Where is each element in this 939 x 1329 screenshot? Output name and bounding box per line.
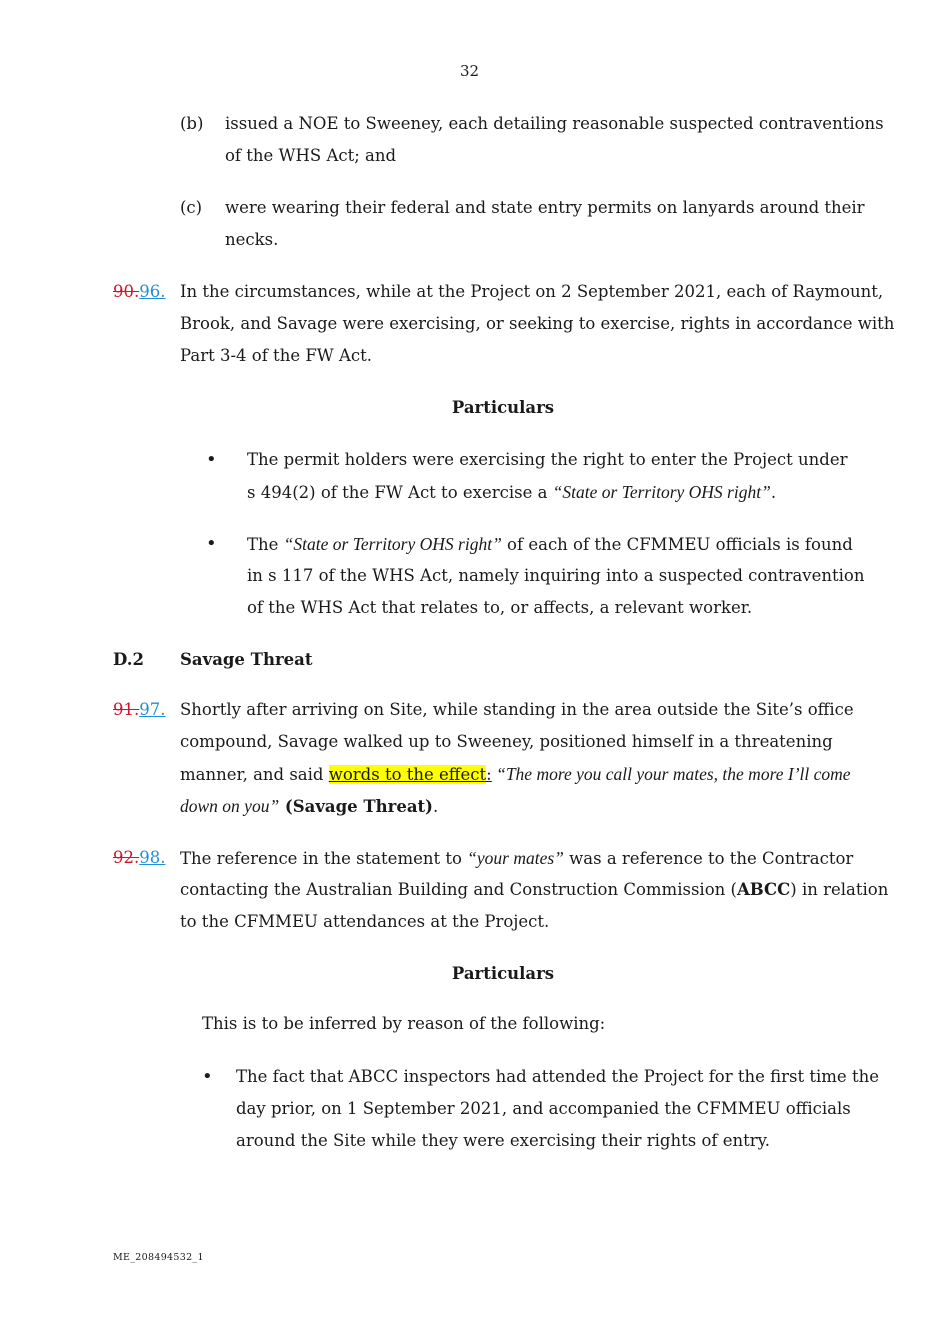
inserted-number: 98. [139, 848, 166, 867]
bullet-1-line2-italic: “State or Territory OHS right” [552, 482, 771, 502]
deleted-number: 90. [113, 282, 140, 301]
bullet-1-line1: The permit holders were exercising the right to enter the Project under [247, 450, 848, 469]
bullet-3-line1: The fact that ABCC inspectors had attended the Project for the first time the [236, 1067, 879, 1086]
bullet-3-line2: day prior, on 1 September 2021, and accompanied the CFMMEU officials [236, 1099, 851, 1118]
deleted-number: 91. [113, 700, 140, 719]
bullet-1-line2 [247, 476, 776, 509]
item-b-label: (b) [180, 114, 204, 133]
section-number: D.2 [113, 650, 144, 669]
particulars-heading-2: Particulars [451, 964, 555, 983]
item-c-label: (c) [180, 198, 203, 217]
bullet-2-line3: of the WHS Act that relates to, or affects, a relevant worker. [247, 598, 753, 617]
item-c-line1: were wearing their federal and state entry permits on lanyards around their [225, 198, 865, 217]
bullet-1-marker: • [206, 449, 217, 470]
para-97-number [113, 694, 184, 726]
deleted-number: 92. [113, 848, 140, 867]
para-96-number [113, 276, 184, 308]
defined-term-abcc: ABCC [736, 880, 791, 899]
para-97-quote-end: down on you” [180, 796, 280, 816]
para-98-quote: “your mates” [467, 848, 564, 868]
para-97-line4-end: . [433, 797, 439, 816]
bullet-3-marker: • [202, 1066, 213, 1087]
bullet-3-line3: around the Site while they were exercising their rights of entry. [236, 1131, 771, 1150]
para-97-line2: compound, Savage walked up to Sweeney, positioned himself in a threatening [180, 732, 833, 751]
section-title: Savage Threat [180, 650, 313, 669]
particulars-heading-1: Particulars [451, 398, 555, 417]
para-98-number [113, 842, 184, 874]
bullet-2-line2: in s 117 of the WHS Act, namely inquiring into a suspected contravention [247, 566, 865, 585]
para-98-line1-text: The reference in the statement to [180, 849, 468, 868]
defined-term: (Savage Threat) [279, 797, 433, 816]
inserted-number: 96. [139, 282, 166, 301]
para-96-line2: Brook, and Savage were exercising, or seeking to exercise, rights in accordance with [180, 314, 895, 333]
item-b-line2: of the WHS Act; and [225, 146, 397, 165]
para-98-line1-end: was a reference to the Contractor [563, 849, 854, 868]
para-97-line4 [180, 790, 438, 823]
bullet-2-line1-end: of each of the CFMMEU officials is found [501, 535, 853, 554]
highlighted-phrase: words to the effect [328, 765, 487, 784]
page-number: 32 [459, 62, 480, 80]
inference-text: This is to be inferred by reason of the following: [202, 1014, 606, 1033]
para-97-line1: Shortly after arriving on Site, while standing in the area outside the Site’s office [180, 700, 854, 719]
para-98-line3: to the CFMMEU attendances at the Project. [180, 912, 550, 931]
para-98-line2 [180, 874, 889, 906]
bullet-2-marker: • [206, 533, 217, 554]
bullet-2-line1-italic: “State or Territory OHS right” [283, 534, 502, 554]
para-97-line3-text: manner, and said [180, 765, 329, 784]
bullet-1-line2-end: . [770, 483, 777, 502]
para-97-colon: : [486, 765, 492, 784]
para-98-line2-end: ) in relation [790, 880, 889, 899]
inserted-number: 97. [139, 700, 166, 719]
bullet-1-line2-text: s 494(2) of the FW Act to exercise a [247, 483, 553, 502]
para-97-line3 [180, 758, 851, 791]
para-96-line1: In the circumstances, while at the Project on 2 September 2021, each of Raymount, [180, 282, 884, 301]
item-b-line1: issued a NOE to Sweeney, each detailing reasonable suspected contraventions [225, 114, 884, 133]
item-c-line2: necks. [225, 230, 279, 249]
para-97-quote: “The more you call your mates, the more I’ll come [491, 764, 851, 784]
bullet-2-line1-text: The [247, 535, 284, 554]
para-98-line1 [180, 842, 854, 875]
para-96-line3: Part 3-4 of the FW Act. [180, 346, 373, 365]
bullet-2-line1 [247, 528, 853, 561]
para-98-line2-text: contacting the Australian Building and Construction Commission ( [180, 880, 737, 899]
document-id: ME_208494532_1 [113, 1252, 204, 1263]
